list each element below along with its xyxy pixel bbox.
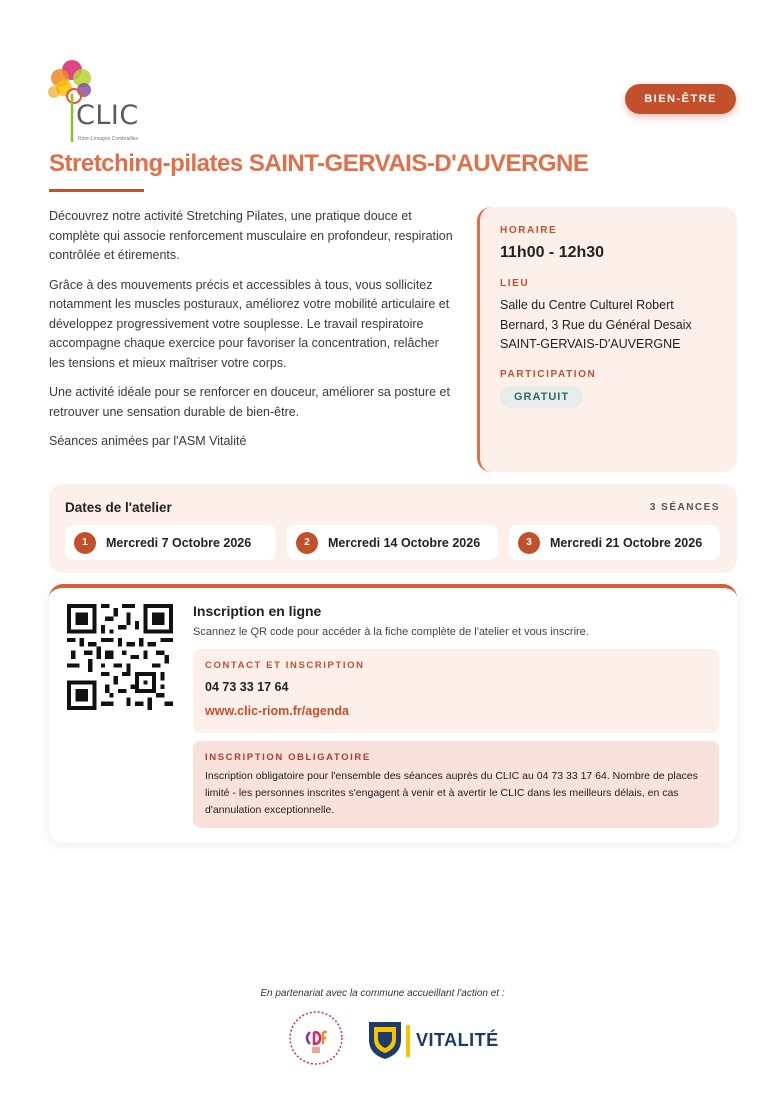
vitalite-wordmark: VITALITÉ bbox=[416, 1030, 499, 1050]
info-card bbox=[477, 207, 737, 472]
title-underline bbox=[49, 189, 144, 192]
dates-title: Dates de l'atelier bbox=[65, 500, 172, 515]
logo-wordmark: CLIC bbox=[76, 100, 139, 131]
dates-panel bbox=[49, 484, 737, 573]
lieu-label: LIEU bbox=[500, 278, 530, 289]
date-number: 1 bbox=[74, 532, 96, 554]
registration-panel bbox=[49, 584, 737, 843]
sessions-count: 3 SÉANCES bbox=[649, 502, 720, 513]
mandatory-text: Inscription obligatoire pour l'ensemble des séances auprès du CLIC au 04 73 33 17 64. Nombre de places limité - les personnes inscrites s'engagent à venir et à avertir le CLIC dans les meilleurs délais, en cas d'annulation exceptionnelle. bbox=[205, 770, 698, 816]
category-badge: BIEN-ÊTRE bbox=[625, 84, 736, 114]
description-paragraph: Grâce à des mouvements précis et accessibles à tous, vous sollicitez notamment les muscles posturaux, améliorez votre mobilité articulaire et développez progressivement votre souplesse. Le travail respiratoire accompagne chaque exercice pour favoriser la concentration, relâcher les tensions et mieux maîtriser votre corps. bbox=[49, 277, 450, 370]
participation-label: PARTICIPATION bbox=[500, 368, 597, 380]
date-number: 2 bbox=[296, 532, 318, 554]
mandatory-notice bbox=[193, 741, 719, 828]
registration-title: Inscription en ligne bbox=[193, 603, 322, 619]
description-paragraph: Découvrez notre activité Stretching Pilates, une pratique douce et complète qui associe renforcement musculaire en profondeur, respiration contrôlée et étirements. bbox=[49, 209, 453, 262]
clic-logo bbox=[46, 54, 146, 146]
date-item bbox=[509, 525, 720, 560]
description-paragraph: Séances animées par l'ASM Vitalité bbox=[49, 434, 247, 448]
vitalite-divider bbox=[406, 1025, 410, 1057]
description-paragraph: Une activité idéale pour se renforcer en douceur, améliorer sa posture et retrouver une sensation durable de bien-être. bbox=[49, 385, 450, 419]
contact-phone[interactable]: 04 73 33 17 64 bbox=[205, 680, 289, 694]
date-number: 3 bbox=[518, 532, 540, 554]
partner-caption: En partenariat avec la commune accueillant l'action et : bbox=[260, 988, 505, 999]
lieu-value bbox=[500, 296, 717, 355]
date-item bbox=[287, 525, 498, 560]
registration-subtitle: Scannez le QR code pour accéder à la fiche complète de l'atelier et vous inscrire. bbox=[193, 626, 589, 638]
page-title: Stretching-pilates SAINT-GERVAIS-D'AUVERGNE bbox=[49, 150, 589, 177]
price-badge: GRATUIT bbox=[500, 386, 583, 408]
contact-box bbox=[193, 649, 719, 733]
lieu-town: SAINT-GERVAIS-D'AUVERGNE bbox=[500, 337, 681, 351]
contact-website-link[interactable]: www.clic-riom.fr/agenda bbox=[205, 704, 350, 718]
cdf-logo-icon bbox=[288, 1010, 344, 1066]
lieu-address: Salle du Centre Culturel Robert Bernard, 3 Rue du Général Desaix bbox=[500, 298, 692, 332]
date-label: Mercredi 7 Octobre 2026 bbox=[106, 535, 252, 550]
asm-shield-icon bbox=[367, 1018, 403, 1060]
mandatory-label: INSCRIPTION OBLIGATOIRE bbox=[205, 752, 371, 763]
qr-code-icon[interactable] bbox=[67, 604, 173, 710]
date-label: Mercredi 14 Octobre 2026 bbox=[328, 535, 481, 550]
date-label: Mercredi 21 Octobre 2026 bbox=[550, 535, 703, 550]
date-item bbox=[65, 525, 276, 560]
description bbox=[49, 207, 454, 462]
logo-subtitle: Riom Limagne Combrailles bbox=[78, 136, 139, 142]
contact-label: CONTACT ET INSCRIPTION bbox=[205, 660, 365, 671]
horaire-label: HORAIRE bbox=[500, 225, 558, 236]
horaire-value: 11h00 - 12h30 bbox=[500, 244, 605, 261]
